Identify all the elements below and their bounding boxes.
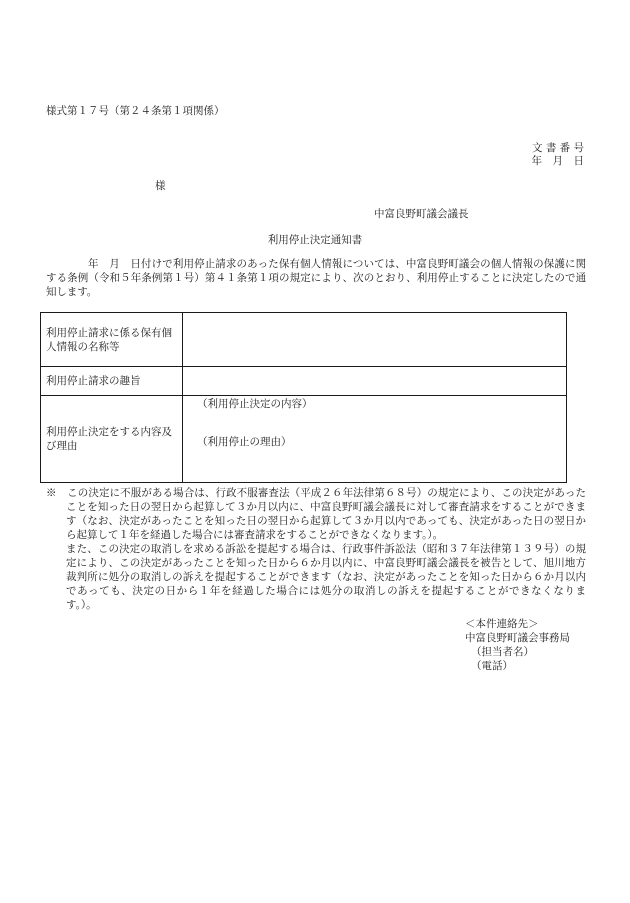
row3-value <box>183 396 567 483</box>
row2-value <box>183 367 567 396</box>
document-title: 利用停止決定通知書 <box>267 234 363 246</box>
document-number-block <box>532 142 585 168</box>
contact-heading: ＜本件連絡先＞ <box>465 618 539 630</box>
info-table <box>40 312 567 483</box>
contact-phone: （電話） <box>471 660 513 672</box>
doc-date: 年 月 日 <box>531 155 584 167</box>
doc-number: 文 書 番 号 <box>531 142 584 154</box>
notes-block <box>46 486 586 612</box>
decision-reason-label: （利用停止の理由） <box>197 436 292 448</box>
row2-label: 利用停止請求の趣旨 <box>41 367 183 396</box>
contact-person: （担当者名） <box>471 646 534 658</box>
row1-label: 利用停止請求に係る保有個人情報の名称等 <box>41 313 183 367</box>
row1-value <box>183 313 567 367</box>
table-row <box>41 396 567 483</box>
form-number: 様式第１７号（第２４条第１項関係） <box>46 105 225 117</box>
table-row <box>41 313 567 367</box>
contact-office: 中富良野町議会事務局 <box>465 632 570 644</box>
body-paragraph: 年 月 日付けで利用停止請求のあった保有個人情報については、中富良野町議会の個人情報の保護に関する条例（令和５年条例第１号）第４１条第１項の規定により、次のとおり、利用停止することに決定したので通知します。 <box>46 258 586 298</box>
decision-content-label: （利用停止決定の内容） <box>197 398 313 410</box>
table-row <box>41 367 567 396</box>
contact-block <box>465 617 570 673</box>
row3-label: 利用停止決定をする内容及び理由 <box>41 396 183 483</box>
addressee-sama: 様 <box>155 180 166 192</box>
note-lawsuit: また、この決定の取消しを求める訴訟を提起する場合は、行政事件訴訟法（昭和３７年法律第１３９号）の規定により、この決定があったことを知った日から６か月以内に、中富良野町議会議長を被告として、旭川地方裁判所に処分の取消しの訴えを提起することができます（なお、決定があったことを知った日から６か月以内であっても、決定の日から１年を経過した場合には処分の取消しの訴えを提起することができなくなります。）。 <box>66 543 586 611</box>
sender-chairman: 中富良野町議会議長 <box>374 208 469 220</box>
note-appeal: ※ この決定に不服がある場合は、行政不服審査法（平成２６年法律第６８号）の規定により、この決定があったことを知った日の翌日から起算して３か月以内に、中富良野町議会議長に対して審査請求をすることができます（なお、決定があったことを知った日の翌日から起算して３か月以内であっても、決定があった日の翌日から起算して１年を経過した場合には審査請求をすることができなくなります。）。 <box>46 487 586 541</box>
